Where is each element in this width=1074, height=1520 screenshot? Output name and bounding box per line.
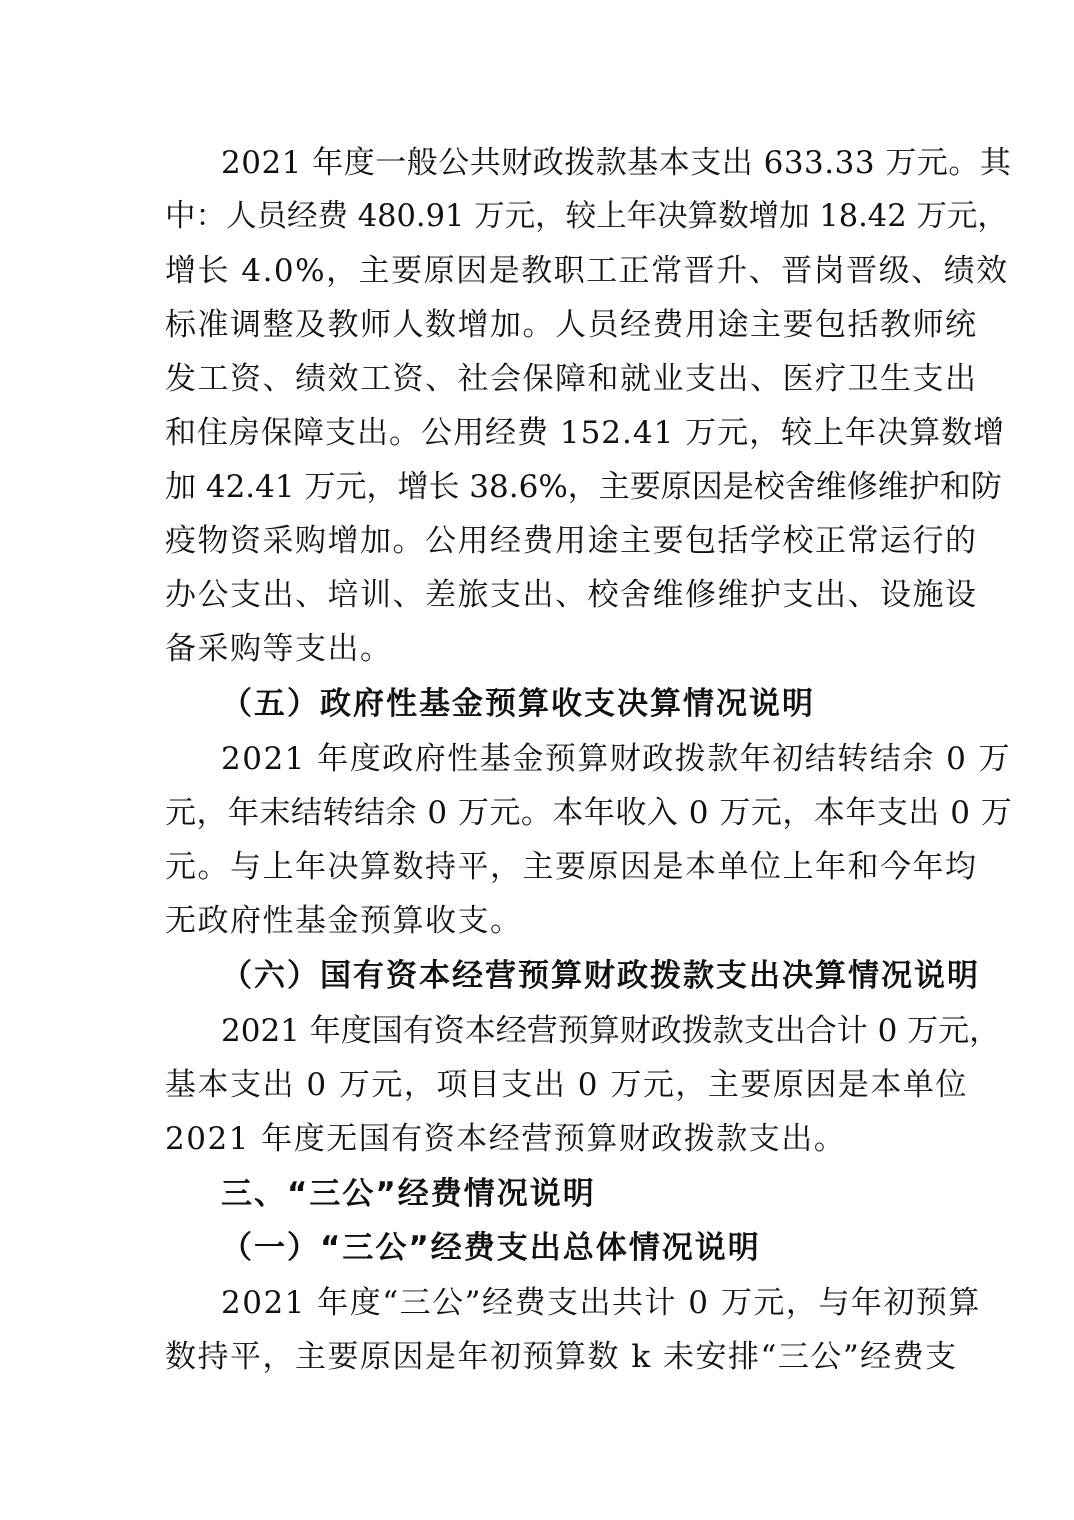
paragraph-line: 2021 年度政府性基金预算财政拨款年初结转结余 0 万: [221, 741, 1012, 777]
section-heading: （六）国有资本经营预算财政拨款支出决算情况说明: [221, 958, 980, 994]
paragraph-line: 发工资、绩效工资、社会保障和就业支出、医疗卫生支出: [165, 361, 978, 397]
paragraph-line: 2021 年度一般公共财政拨款基本支出 633.33 万元。其: [221, 145, 1012, 181]
paragraph-line: 数持平，主要原因是年初预算数 k 未安排“三公”经费支: [165, 1339, 958, 1375]
paragraph-line: 备采购等支出。: [165, 631, 393, 667]
paragraph-line: 2021 年度无国有资本经营预算财政拨款支出。: [165, 1121, 847, 1157]
paragraph-line: 2021 年度国有资本经营预算财政拨款支出合计 0 万元，: [221, 1013, 1001, 1049]
paragraph-line: 无政府性基金预算收支。: [165, 903, 523, 939]
paragraph-line: 加 42.41 万元，增长 38.6%，主要原因是校舍维修维护和防: [165, 469, 1002, 505]
paragraph-line: 增长 4.0%，主要原因是教职工正常晋升、晋岗晋级、绩效: [165, 253, 1009, 289]
paragraph-line: 2021 年度“三公”经费支出共计 0 万元，与年初预算: [221, 1285, 981, 1321]
paragraph-line: 中：人员经费 480.91 万元，较上年决算数增加 18.42 万元，: [165, 199, 1008, 234]
paragraph-line: 元，年末结转结余 0 万元。本年收入 0 万元，本年支出 0 万: [165, 795, 1013, 831]
paragraph-line: 办公支出、培训、差旅支出、校舍维修维护支出、设施设: [165, 577, 978, 613]
paragraph-line: 标准调整及教师人数增加。人员经费用途主要包括教师统: [165, 307, 978, 343]
section-heading: （一）“三公”经费支出总体情况说明: [221, 1230, 761, 1266]
paragraph-line: 疫物资采购增加。公用经费用途主要包括学校正常运行的: [165, 523, 978, 559]
paragraph-line: 和住房保障支出。公用经费 152.41 万元，较上年决算数增: [165, 415, 1006, 451]
paragraph-line: 基本支出 0 万元，项目支出 0 万元，主要原因是本单位: [165, 1067, 968, 1103]
section-heading: （五）政府性基金预算收支决算情况说明: [221, 686, 815, 722]
chapter-heading: 三、“三公”经费情况说明: [221, 1176, 596, 1212]
paragraph-line: 元。与上年决算数持平，主要原因是本单位上年和今年均: [165, 849, 978, 885]
